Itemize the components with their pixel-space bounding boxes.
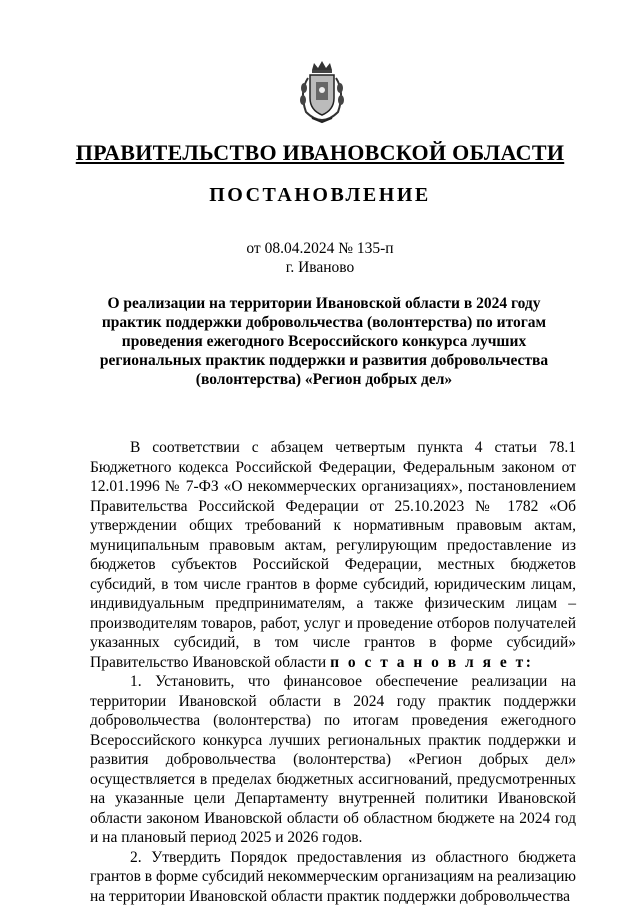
decree-colon: : <box>526 654 531 671</box>
government-title: ПРАВИТЕЛЬСТВО ИВАНОВСКОЙ ОБЛАСТИ <box>0 140 640 166</box>
document-body <box>90 438 576 906</box>
clause-1: 1. Установить, что финансовое обеспечение реализации на территории Ивановской области в 2024 году практик поддержки добровольчества (волонтерства) по итогам проведения ежегодного Всероссийского конкурса лучших региональных практик поддержки и развития добровольчества (волонтерства) «Регион добрых дел» осуществляется в пределах бюджетных ассигнований, предусмотренных на указанные цели Департаменту внутренней политики Ивановской области законом Ивановской области об областном бюджете на 2024 год и на плановый период 2025 и 2026 годов. <box>90 672 576 848</box>
document-date-number: от 08.04.2024 № 135-п <box>0 240 640 258</box>
clause-2: 2. Утвердить Порядок предоставления из областного бюджета грантов в форме субсидий некоммерческим организациям на реализацию на территории Ивановской области практик поддержки добровольчества <box>90 848 576 906</box>
preamble-paragraph <box>90 438 576 672</box>
ivanovo-coat-of-arms-icon <box>296 60 348 124</box>
document-city: г. Иваново <box>0 259 640 277</box>
preamble-text: В соответствии с абзацем четвертым пункта 4 статьи 78.1 Бюджетного кодекса Российской Федерации, Федеральным законом от 12.01.1996 № 7-ФЗ «О некоммерческих организациях», постановлением Правительства Российской Федерации от 25.10.2023 № 1782 «Об утверждении общих требований к нормативным правовым актам, муниципальным правовым актам, регулирующим предоставление из бюджетов субъектов Российской Федерации, местных бюджетов субсидий, в том числе грантов в форме субсидий, юридическим лицам, индивидуальным предпринимателям, а также физическим лицам – производителям товаров, работ, услуг и проведение отборов получателей указанных субсидий, в том числе грантов в форме субсидий» Правительство Ивановской области <box>90 439 576 671</box>
document-type: ПОСТАНОВЛЕНИЕ <box>0 184 640 207</box>
decree-word: п о с т а н о в л я е т <box>330 654 526 671</box>
document-subject: О реализации на территории Ивановской области в 2024 году практик поддержки добровольчества (волонтерства) по итогам проведения ежегодного Всероссийского конкурса лучших региональных практик поддержки и развития добровольчества (волонтерства) «Регион добрых дел» <box>96 294 552 389</box>
